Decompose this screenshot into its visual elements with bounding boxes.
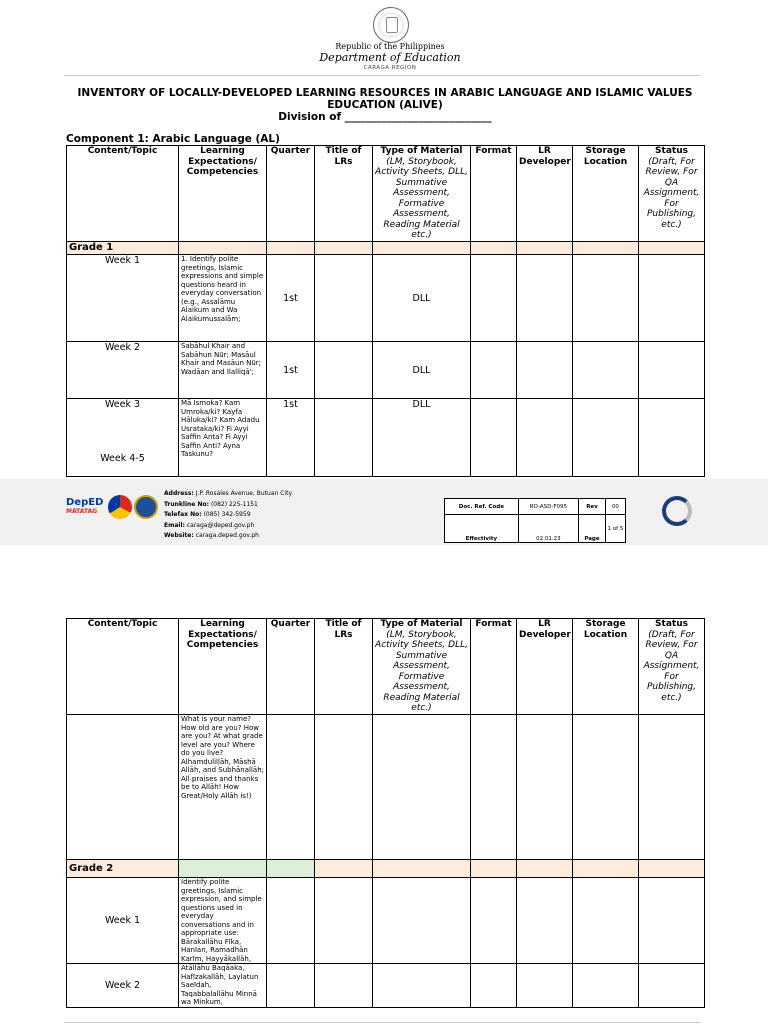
iso-certification-logo	[662, 496, 692, 526]
inventory-table-1	[66, 145, 705, 477]
doc-ref-label: Doc. Ref. Code	[445, 499, 519, 515]
topic-week-4-5: Week 4-5	[100, 453, 145, 464]
effectivity-value: 02.01.23	[518, 515, 578, 543]
department-label: Department of Education	[319, 51, 461, 64]
grade-row	[67, 242, 705, 255]
col-type-label: Type of Material	[380, 146, 463, 156]
competency-cell: Sabāhul Khair and Sabāhun Nūr; Masāul Khair and Masāun Nūr; Wadāan and Ilalliqā';	[179, 342, 267, 399]
doc-ref-table	[444, 498, 626, 543]
col-storage: Storage Location	[573, 619, 639, 715]
bagong-pilipinas-logo	[108, 495, 132, 519]
col-status	[639, 146, 705, 242]
table-row	[67, 715, 705, 860]
col-format: Format	[471, 146, 517, 242]
col-title: Title of LRs	[315, 619, 373, 715]
table-row	[67, 878, 705, 964]
quarter-cell: 1st	[267, 342, 315, 399]
grade-label: Grade 2	[67, 860, 179, 878]
col-quarter: Quarter	[267, 619, 315, 715]
col-competencies: Learning Expectations/ Competencies	[179, 619, 267, 715]
topic-cell	[67, 399, 179, 477]
deped-seal-icon	[373, 7, 409, 43]
page-title: INVENTORY OF LOCALLY-DEVELOPED LEARNING RESOURCES IN ARABIC LANGUAGE AND ISLAMIC VALUES EDUCATION (ALIVE)	[77, 87, 693, 111]
deped-logo	[66, 497, 106, 519]
col-status-sub: (Draft, For Review, For QA Assignment, For Publishing, etc.)	[643, 629, 700, 703]
doc-ref-value: RO-ASD-F095	[518, 499, 578, 515]
competency-cell: Identify polite greetings, Islamic expression, and simple questions used in everyday conversations and in appropriate use: Bārakallāhu Fīka, Hanīan, Ramadhān Karīm, Hayyākallāh,	[179, 878, 267, 964]
bottom-divider	[64, 1022, 700, 1023]
col-status-label: Status	[655, 619, 688, 629]
col-content: Content/Topic	[67, 619, 179, 715]
col-status	[639, 619, 705, 715]
type-cell: DLL	[373, 399, 471, 477]
col-type	[373, 619, 471, 715]
col-storage: Storage Location	[573, 146, 639, 242]
col-type-sub: (LM, Storybook, Activity Sheets, DLL, Summative Assessment, Formative Assessment, Reading Material etc.)	[375, 156, 468, 240]
competency-cell: 1. Identify polite greetings, Islamic expressions and simple questions heard in everyday conversation (e.g., Assalāmu Alaikum and Wa Alaikumussalām;	[179, 255, 267, 342]
table-row	[67, 399, 705, 477]
col-format: Format	[471, 619, 517, 715]
grade-label: Grade 1	[67, 242, 179, 255]
grade-row	[67, 860, 705, 878]
topic-week-3: Week 3	[104, 399, 141, 410]
region-seal-logo	[134, 495, 158, 519]
effectivity-label: Effectivity	[445, 515, 519, 543]
division-line: Division of ____________________________	[278, 111, 492, 123]
col-type-sub: (LM, Storybook, Activity Sheets, DLL, Summative Assessment, Formative Assessment, Reading Material etc.)	[375, 629, 468, 713]
matatag-text: MATATAG	[66, 508, 98, 515]
topic-cell: Week 1	[67, 878, 179, 964]
header-row	[67, 619, 705, 715]
header-row	[67, 146, 705, 242]
inventory-table-2	[66, 618, 705, 1008]
table-row	[67, 964, 705, 1008]
page-value: 1 of 5	[605, 515, 625, 543]
quarter-cell: 1st	[267, 255, 315, 342]
col-developer: LR Developer	[517, 619, 573, 715]
component-heading: Component 1: Arabic Language (AL)	[66, 133, 280, 145]
col-content: Content/Topic	[67, 146, 179, 242]
rev-label: Rev	[579, 499, 606, 515]
table-row	[67, 255, 705, 342]
competency-cell: Atāllāhu Baqāaka, Hafīzakallāh, Laylatun Saeīdah, Taqabbalallāhu Minnā wa Minkum,	[179, 964, 267, 1008]
deped-logo-text: DepED	[66, 497, 104, 508]
col-quarter: Quarter	[267, 146, 315, 242]
footer-address: Address: J.P. Rosales Avenue, Butuan City Trunkline No: (082) 225-1151 Telefax No: (085) 342-5959 Email: caraga@deped.gov.ph Website: caraga.deped.gov.ph	[164, 490, 293, 540]
col-status-sub: (Draft, For Review, For QA Assignment, For Publishing, etc.)	[643, 156, 700, 230]
rev-value: 00	[605, 499, 625, 515]
page-label: Page	[579, 515, 606, 543]
topic-cell: Week 2	[67, 964, 179, 1008]
col-title: Title of LRs	[315, 146, 373, 242]
table-row	[67, 342, 705, 399]
topic-cell: Week 2	[67, 342, 179, 399]
col-status-label: Status	[655, 146, 688, 156]
region-label: CARAGA REGION	[363, 65, 417, 71]
topic-cell: Week 1	[67, 255, 179, 342]
quarter-cell: 1st	[267, 399, 315, 477]
republic-label: Republic of the Philippines	[335, 42, 445, 51]
header-divider	[64, 75, 700, 76]
col-type-label: Type of Material	[380, 619, 463, 629]
type-cell: DLL	[373, 342, 471, 399]
col-competencies: Learning Expectations/ Competencies	[179, 146, 267, 242]
competency-cell: What is your name? How old are you? How are you? At what grade level are you? Where do you live? Alhamdulillāh, Māshā Allāh, and Subhānallāh; All praises and thanks be to Allāh! How Great/Holy Allāh is!)	[179, 715, 267, 860]
col-type	[373, 146, 471, 242]
type-cell: DLL	[373, 255, 471, 342]
competency-cell: Mā Ismoka? Kam Umroka/ki? Kayfa Hāluka/ki? Kam Adadu Usrataka/ki? Fi Ayyi Saffin Anta? Fi Ayyi Saffin Anti? Ayna Taskunu?	[179, 399, 267, 477]
col-developer: LR Developer	[517, 146, 573, 242]
